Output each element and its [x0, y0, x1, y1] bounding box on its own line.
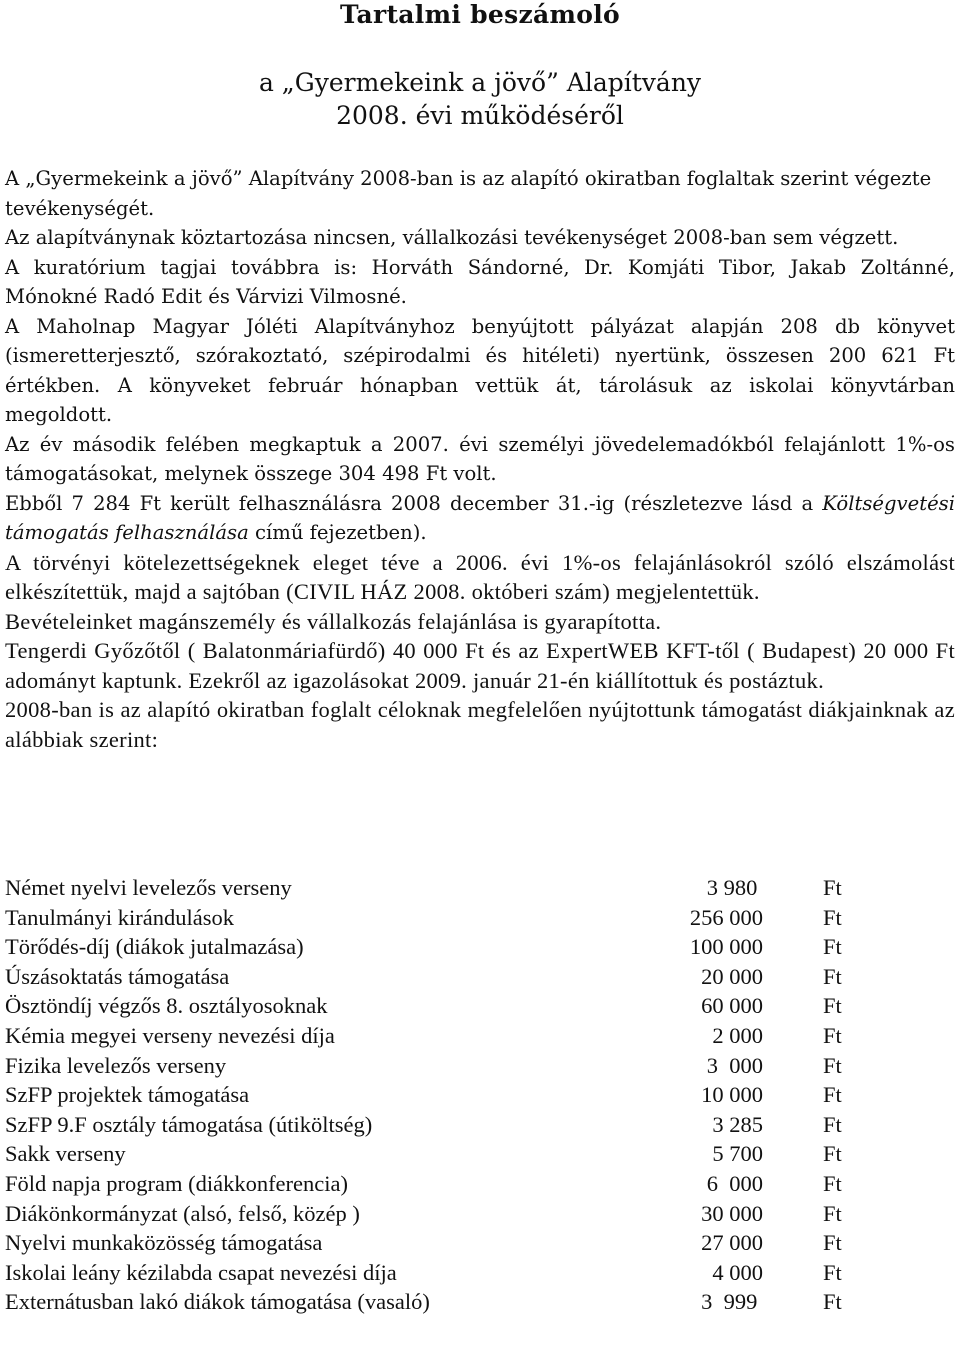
support-row [5, 1021, 955, 1051]
support-item-currency: Ft [823, 934, 842, 960]
support-item-amount: 3 999 [701, 1289, 763, 1315]
support-item-name: Úszásoktatás támogatása [5, 963, 230, 989]
support-row [5, 1258, 955, 1288]
support-item-amount: 3 285 [712, 1111, 763, 1137]
support-item-name: Ösztöndíj végzős 8. osztályosoknak [5, 993, 328, 1019]
paragraph-legal-obligations: A törvényi kötelezettségeknek eleget téve a 2006. évi 1%-os felajánlásokról szóló elszámolást elkészítettük, majd a sajtóban (CIVIL HÁZ 2008. októberi szám) megjelentettük. [5, 549, 955, 604]
paragraph-usage [5, 489, 955, 548]
support-item-amount: 100 000 [689, 934, 763, 960]
support-item-amount: 2 000 [712, 1022, 763, 1048]
document-subtitle-line1: a „Gyermekeink a jövő” Alapítvány [258, 68, 702, 97]
support-item-currency: Ft [823, 1259, 842, 1285]
support-row [5, 932, 955, 962]
support-item-currency: Ft [823, 1111, 842, 1137]
support-item-amount: 20 000 [701, 963, 763, 989]
support-item-amount: 60 000 [701, 993, 763, 1019]
support-item-name: Nyelvi munkaközösség támogatása [5, 1230, 323, 1256]
support-list [5, 873, 955, 1317]
support-item-amount: 27 000 [701, 1230, 763, 1256]
paragraph-usage-text-before: Ebből 7 284 Ft került felhasználásra 2008 december 31.-ig (részletezve lásd a [5, 491, 823, 515]
support-item-currency: Ft [823, 1082, 842, 1108]
support-row [5, 873, 955, 903]
support-item-currency: Ft [823, 1200, 842, 1226]
support-item-amount: 5 700 [712, 1141, 763, 1167]
support-item-name: Német nyelvi levelezős verseny [5, 875, 292, 900]
support-item-amount: 30 000 [701, 1200, 763, 1226]
support-item-currency: Ft [823, 1230, 842, 1256]
support-item-currency: Ft [823, 1170, 842, 1196]
support-item-amount: 6 000 [706, 1170, 763, 1196]
paragraph-book-donation: A Maholnap Magyar Jóléti Alapítványhoz benyújtott pályázat alapján 208 db könyvet (ismeretterjesztő, szórakoztató, szépirodalmi és hitéleti) nyertünk, összesen 200 621 Ft értékben. A könyveket február hónapban vettük át, tárolásuk az iskolai könyvtárban megoldott. [5, 314, 955, 426]
paragraph-tax-offering: Az év második felében megkaptuk a 2007. évi személyi jövedelemadókból felajánlott 1%-os támogatásokat, melynek összege 304 498 Ft volt. [5, 432, 955, 485]
support-row [5, 1169, 955, 1199]
support-item-name: Diákönkormányzat (alsó, felső, közép ) [5, 1200, 360, 1226]
paragraph-no-debt: Az alapítványnak köztartozása nincsen, vállalkozási tevékenységet 2008-ban sem végzett. [5, 226, 899, 249]
support-item-currency: Ft [823, 1022, 842, 1048]
report-body [5, 164, 955, 754]
support-item-currency: Ft [823, 963, 842, 989]
paragraph-support-intro: 2008-ban is az alapító okiratban foglalt céloknak megfelelően nyújtottunk támogatást diákjainknak az alábbiak szerint: [5, 697, 955, 752]
support-item-name: Fizika levelezős verseny [5, 1052, 227, 1078]
paragraph-donations: Tengerdi Győzőtől ( Balatonmáriafürdő) 40 000 Ft és az ExpertWEB KFT-től ( Budapest) 20 000 Ft adományt kaptunk. Ezekről az igazolásokat 2009. január 21-én kiállítottuk és postáztuk. [5, 638, 955, 693]
support-row [5, 962, 955, 992]
support-item-name: Iskolai leány kézilabda csapat nevezési díja [5, 1259, 397, 1285]
support-row [5, 1139, 955, 1169]
support-item-currency: Ft [823, 1289, 842, 1315]
support-row [5, 1228, 955, 1258]
support-item-name: SzFP projektek támogatása [5, 1082, 250, 1108]
paragraph-board-members: A kuratórium tagjai továbbra is: Horváth Sándorné, Dr. Komjáti Tibor, Jakab Zoltánné, Mónokné Radó Edit és Várvizi Vilmosné. [5, 255, 955, 308]
support-row [5, 1080, 955, 1110]
support-row [5, 1110, 955, 1140]
support-row [5, 991, 955, 1021]
support-item-currency: Ft [823, 875, 842, 900]
budget-chapter-reference: Költségvetési támogatás felhasználása [5, 491, 955, 544]
support-item-name: SzFP 9.F osztály támogatása (útiköltség) [5, 1111, 373, 1137]
document-subtitle-line2: 2008. évi működéséről [336, 101, 624, 130]
support-item-name: Externátusban lakó diákok támogatása (vasaló) [5, 1289, 430, 1315]
support-item-currency: Ft [823, 904, 842, 930]
support-row [5, 903, 955, 933]
support-item-amount: 256 000 [689, 904, 763, 930]
support-item-name: Törődés-díj (diákok jutalmazása) [5, 934, 304, 960]
support-item-currency: Ft [823, 1141, 842, 1167]
document-title: Tartalmi beszámoló [339, 0, 621, 29]
support-item-amount: 3 980 [706, 875, 763, 900]
support-item-currency: Ft [823, 993, 842, 1019]
support-item-currency: Ft [823, 1052, 842, 1078]
paragraph-income: Bevételeinket magánszemély és vállalkozás felajánlása is gyarapította. [5, 608, 662, 634]
support-item-name: Kémia megyei verseny nevezési díja [5, 1022, 335, 1048]
support-row [5, 1051, 955, 1081]
support-item-amount: 4 000 [712, 1259, 763, 1285]
support-item-amount: 10 000 [701, 1082, 763, 1108]
paragraph-usage-text-after: című fejezetben). [248, 521, 427, 544]
support-item-amount: 3 000 [706, 1052, 763, 1078]
paragraph-activity: A „Gyermekeink a jövő” Alapítvány 2008-ban is az alapító okiratban foglaltak szerint végezte tevékenységét. [5, 167, 932, 220]
support-row [5, 1287, 955, 1317]
support-item-name: Sakk verseny [5, 1141, 126, 1167]
support-row [5, 1199, 955, 1229]
support-item-name: Föld napja program (diákkonferencia) [5, 1170, 348, 1196]
support-item-name: Tanulmányi kirándulások [5, 904, 234, 930]
